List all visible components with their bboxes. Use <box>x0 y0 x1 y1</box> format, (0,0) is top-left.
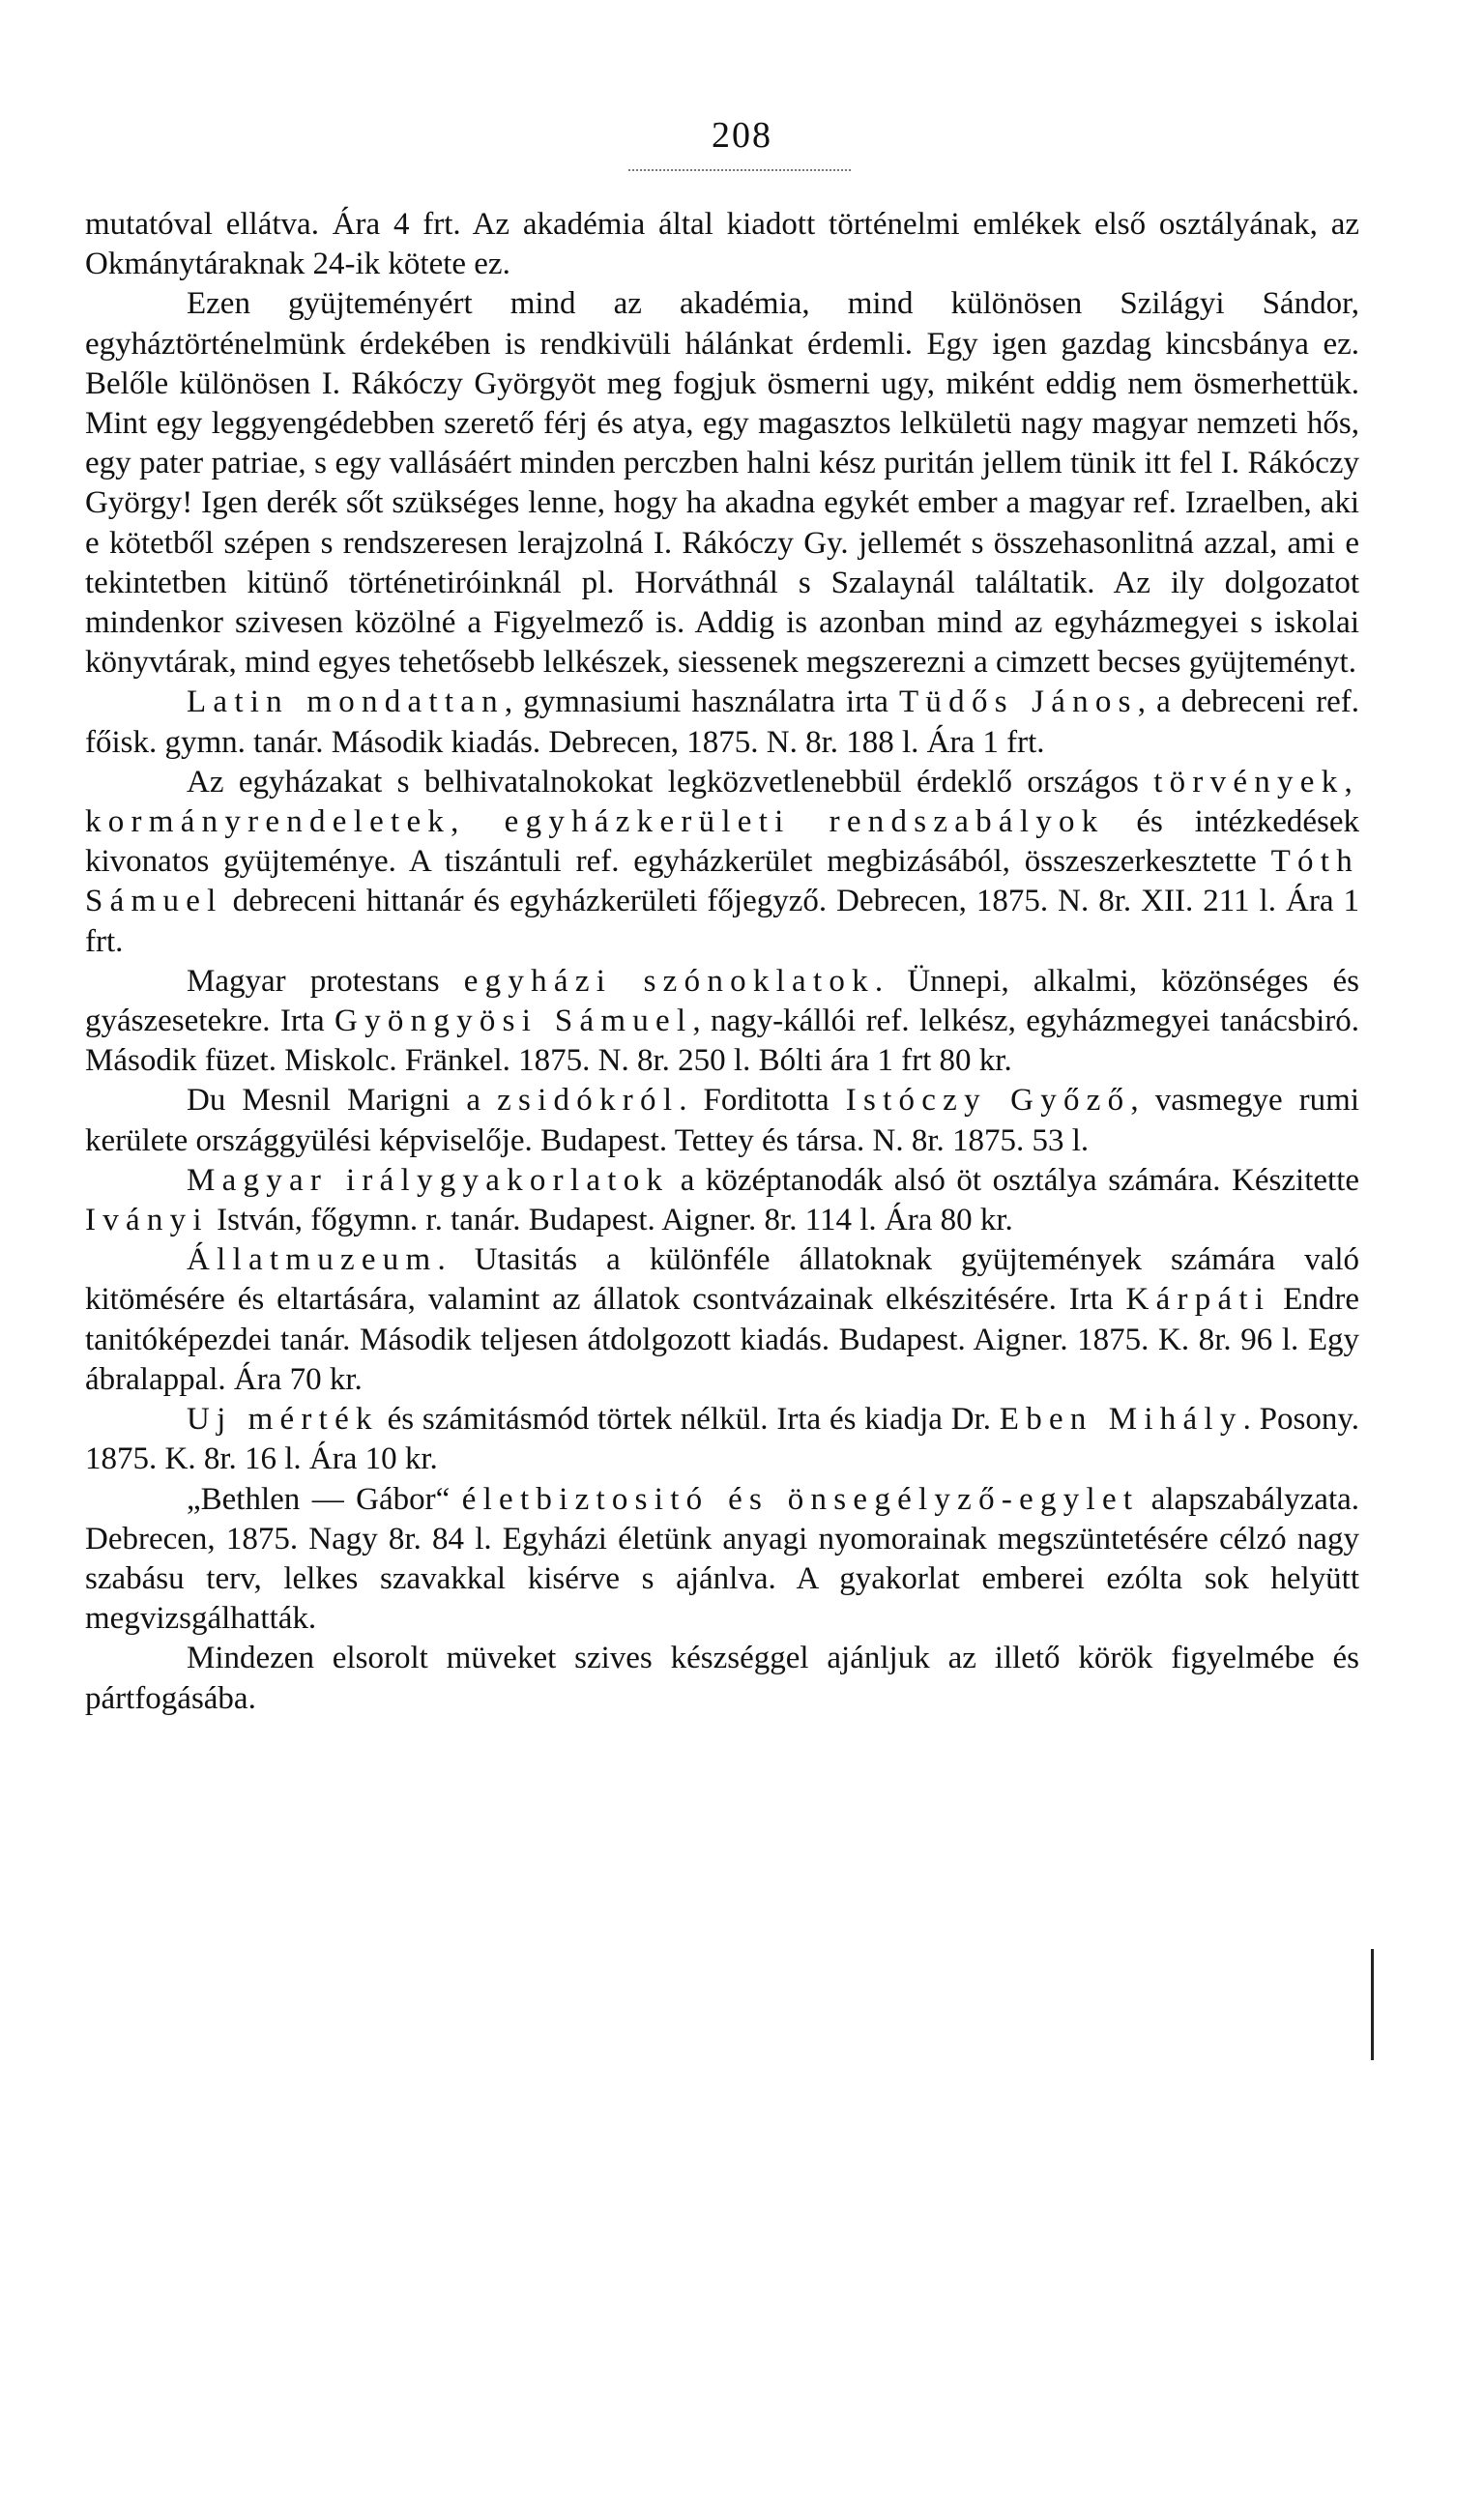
text-run: a középtanodák alsó öt osztálya számára. Készitette <box>669 1162 1360 1198</box>
spaced-title: Istóczy Győző <box>845 1083 1131 1119</box>
paragraph-p03 <box>85 683 1359 762</box>
text-run: . Ünnepi, alkalmi, közönséges és gyászesetekre. Irta <box>85 963 1359 1039</box>
body-text <box>85 205 1359 1719</box>
text-run: „Bethlen — Gábor“ <box>187 1481 462 1517</box>
spaced-title: Latin mondattan <box>187 684 505 720</box>
paragraph-p01 <box>85 205 1359 284</box>
spaced-title: Tóth Sámuel <box>85 844 1359 919</box>
spaced-title: Magyar irálygyakorlatok <box>187 1162 670 1198</box>
paragraph-p10 <box>85 1480 1359 1640</box>
spaced-title: Állatmuzeum <box>187 1242 438 1278</box>
paragraph-p02 <box>85 284 1359 683</box>
spaced-title: Gyöngyösi Sámuel <box>335 1004 693 1039</box>
paragraph-p11 <box>85 1639 1359 1718</box>
page-number: 208 <box>712 115 772 156</box>
text-run: , nagy-kállói ref. lelkész, egyházmegyei tanácsbiró. Második füzet. Miskolc. Fränkel. 1875. N. 8r. 250 l. Bólti ára 1 frt 80 kr. <box>85 1004 1359 1079</box>
text-run: mutatóval ellátva. Ára 4 frt. Az akadémia által kiadott történelmi emlékek első osztályának, az Okmánytáraknak 24-ik kötete ez. <box>85 207 1359 282</box>
paragraph-p09 <box>85 1400 1359 1479</box>
text-run: . Forditotta <box>679 1083 846 1119</box>
text-run: alapszabályzata. Debrecen, 1875. Nagy 8r. 84 l. Egyházi életünk anyagi nyomorainak megszüntetésére célzó nagy szabásu terv, lelkes szavakkal kisérve s ajánlva. A gyakorlat emberei ezólta sok helyütt megvizsgálhatták. <box>85 1481 1360 1637</box>
text-run: , gymnasiumi használatra irta <box>504 684 899 720</box>
spaced-title: egyházi szónoklatok <box>463 963 875 999</box>
text-run: Ezen gyüjteményért mind az akadémia, mind különösen Szilágyi Sándor, egyháztörténelmünk érdekében is rendkivüli hálánkat érdemli. Egy igen gazdag kincsbánya ez. Belőle különösen I. Rákóczy Györgyöt meg fogjuk ösmerni ugy, miként eddig nem ösmerhettük. Mint egy leggyengédebben szerető férj és atya, egy magasztos lelkületü nagy magyar nemzeti hős, egy pater patriae, s egy vallásáért minden perczben halni kész puritán jellem tünik itt fel I. Rákóczy György! Igen derék sőt szükséges lenne, hogy ha akadna egykét ember a magyar ref. Izraelben, aki e kötetből szépen s rendszeresen lerajzolná I. Rákóczy Gy. jellemét s összehasonlitná azzal, ami e tekintetben kitünő történetiróinknál pl. Horváthnál s Szalaynál találtatik. Az ily dolgozatot mindenkor szivesen közölné a Figyelmező is. Addig is azonban mind az egyházmegyei s iskolai könyvtárak, mind egyes tehetősebb lelkészek, siessenek megszerezni a cimzett becses gyüjteményt. <box>85 286 1359 681</box>
paragraph-p04 <box>85 763 1359 962</box>
spaced-title: Eben Mihály <box>999 1402 1243 1438</box>
paragraph-p05 <box>85 962 1359 1082</box>
text-run: , a debreceni ref. főisk. gymn. tanár. Második kiadás. Debrecen, 1875. N. 8r. 188 l. Ára 1 frt. <box>85 684 1359 760</box>
paragraph-p08 <box>85 1240 1359 1400</box>
text-run: debreceni hittanár és egyházkerületi főjegyző. Debrecen, 1875. N. 8r. XII. 211 l. Ára 1 frt. <box>85 884 1359 959</box>
spaced-title: törvények, kormányrendeletek, egyházkerületi rendszabályok <box>85 764 1359 840</box>
text-run: Magyar protestans <box>187 963 464 999</box>
margin-mark <box>1371 1949 1383 2060</box>
text-run: és intézkedések kivonatos gyüjteménye. A tiszántuli ref. egyházkerület megbizásából, összeszerkesztette <box>85 804 1359 880</box>
spaced-title: életbiztositó és önsegélyző-egylet <box>461 1481 1140 1517</box>
text-run: Endre tanitóképezdei tanár. Második teljesen átdolgozott kiadás. Budapest. Aigner. 1875. K. 8r. 96 l. Egy ábralappal. Ára 70 kr. <box>85 1282 1359 1397</box>
text-run: . Posony. 1875. K. 8r. 16 l. Ára 10 kr. <box>85 1402 1359 1477</box>
text-run: Mindezen elsorolt müveket szives készséggel ajánljuk az illető körök figyelmébe és pártfogásába. <box>85 1641 1359 1716</box>
spaced-title: zsidókról <box>497 1083 680 1119</box>
spaced-title: Uj mérték <box>187 1402 379 1438</box>
spaced-title: Kárpáti <box>1125 1282 1271 1318</box>
paragraph-p07 <box>85 1161 1359 1240</box>
text-run: , vasmegye rumi kerülete országgyülési képviselője. Budapest. Tettey és társa. N. 8r. 1875. 53 l. <box>85 1083 1360 1158</box>
text-run: és számitásmód törtek nélkül. Irta és kiadja Dr. <box>378 1402 1000 1438</box>
text-run: Az egyházakat s belhivatalnokokat legközvetlenebbül érdeklő országos <box>187 764 1154 800</box>
paragraph-p06 <box>85 1081 1359 1160</box>
text-run: . Utasitás a különféle állatoknak gyüjtemények számára való kitömésére és eltartására, valamint az állatok csontvázainak elkészitésére. Irta <box>85 1242 1359 1318</box>
spaced-title: Tüdős János <box>899 684 1138 720</box>
header-rule <box>628 169 851 171</box>
spaced-title: Iványi <box>85 1203 209 1238</box>
text-run: Du Mesnil Marigni a <box>187 1083 498 1119</box>
text-run: István, főgymn. r. tanár. Budapest. Aigner. 8r. 114 l. Ára 80 kr. <box>208 1203 1013 1238</box>
